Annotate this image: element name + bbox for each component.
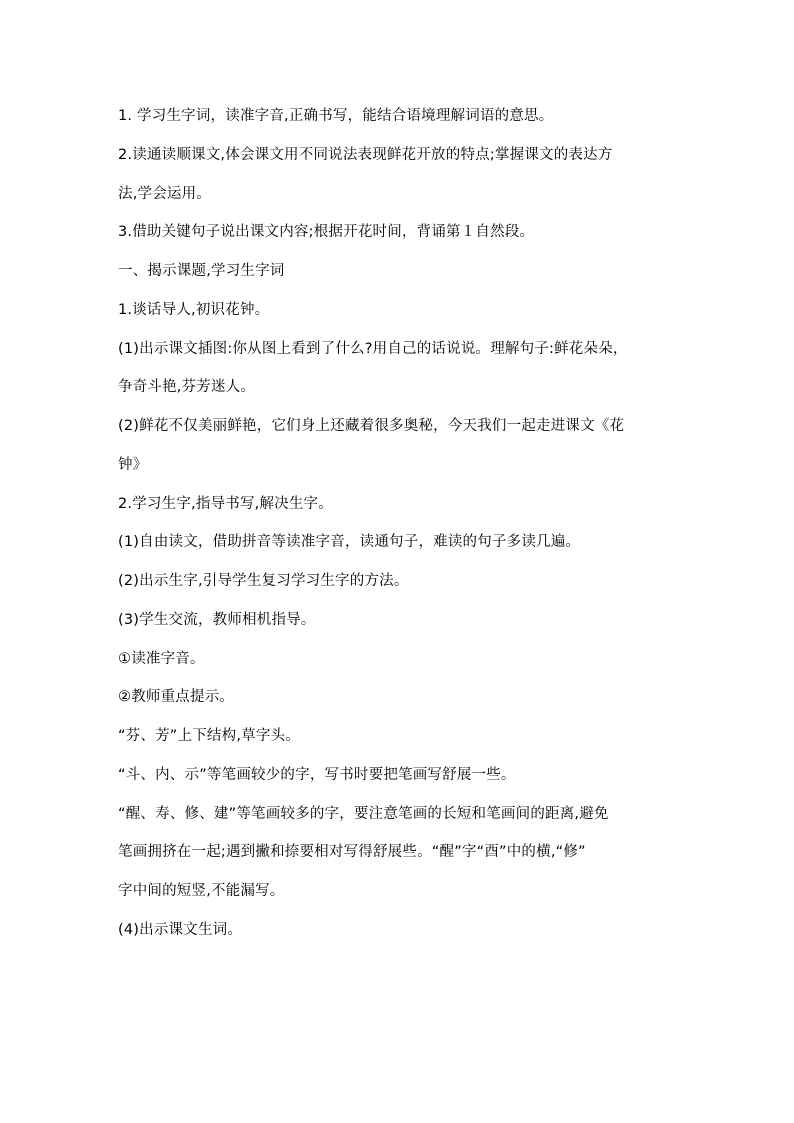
step-2-heading: 2.学习生字,指导书写,解决生字。 (118, 495, 333, 512)
objective-2-cont: 法,学会运用。 (118, 185, 212, 202)
step-2-sub-1: ①读准字音。 (118, 650, 205, 667)
objective-2: 2.读通读顺课文,体会课文用不同说法表现鲜花开放的特点;掌握课文的表达方 (118, 146, 613, 163)
step-2-item-1: (1)自由读文，借助拼音等读准字音，读通句子，难读的句子多读几遍。 (118, 534, 581, 551)
step-1-item-2-cont: 钟》 (118, 456, 148, 473)
objective-1: 1. 学习生字词，读准字音,正确书写，能结合语境理解词语的意思。 (118, 108, 554, 124)
step-1-item-1-cont: 争奇斗艳,芬芳迷人。 (118, 379, 256, 396)
hint-many-strokes: “醒、寿、修、建”等笔画较多的字，要注意笔画的长短和笔画间的距离,避免 (118, 805, 609, 822)
hint-many-strokes-cont-2: 字中间的短竖,不能漏写。 (118, 883, 285, 899)
hint-few-strokes: “斗、内、示”等笔画较少的字，写书时要把笔画写舒展一些。 (118, 766, 516, 783)
document-body (118, 102, 678, 955)
hint-many-strokes-cont-1: 笔画拥挤在一起;遇到撇和捺要相对写得舒展些。“醒”字“酉”中的横,“修” (118, 844, 586, 861)
step-2-item-3: (3)学生交流，教师相机指导。 (118, 611, 316, 628)
step-1-item-2: (2)鲜花不仅美丽鲜艳，它们身上还藏着很多奥秘，今天我们一起走进课文《花 (118, 418, 625, 434)
step-1-heading: 1.谈话导人,初识花钟。 (118, 301, 270, 318)
step-2-item-2: (2)出示生字,引导学生复习学习生字的方法。 (118, 573, 409, 589)
hint-fen-fang: “芬、芳”上下结构,草字头。 (118, 728, 300, 744)
step-2-sub-2: ②教师重点提示。 (118, 689, 235, 706)
objective-3: 3.借助关键句子说出课文内容;根据开花时间，背诵第１自然段。 (118, 224, 535, 241)
step-2-item-4: (4)出示课文生词。 (118, 921, 243, 938)
section-heading-1: 一、揭示课题,学习生字词 (118, 263, 285, 279)
step-1-item-1: (1)出示课文插图:你从图上看到了什么?用自己的话说说。理解句子:鲜花朵朵， (118, 340, 628, 357)
